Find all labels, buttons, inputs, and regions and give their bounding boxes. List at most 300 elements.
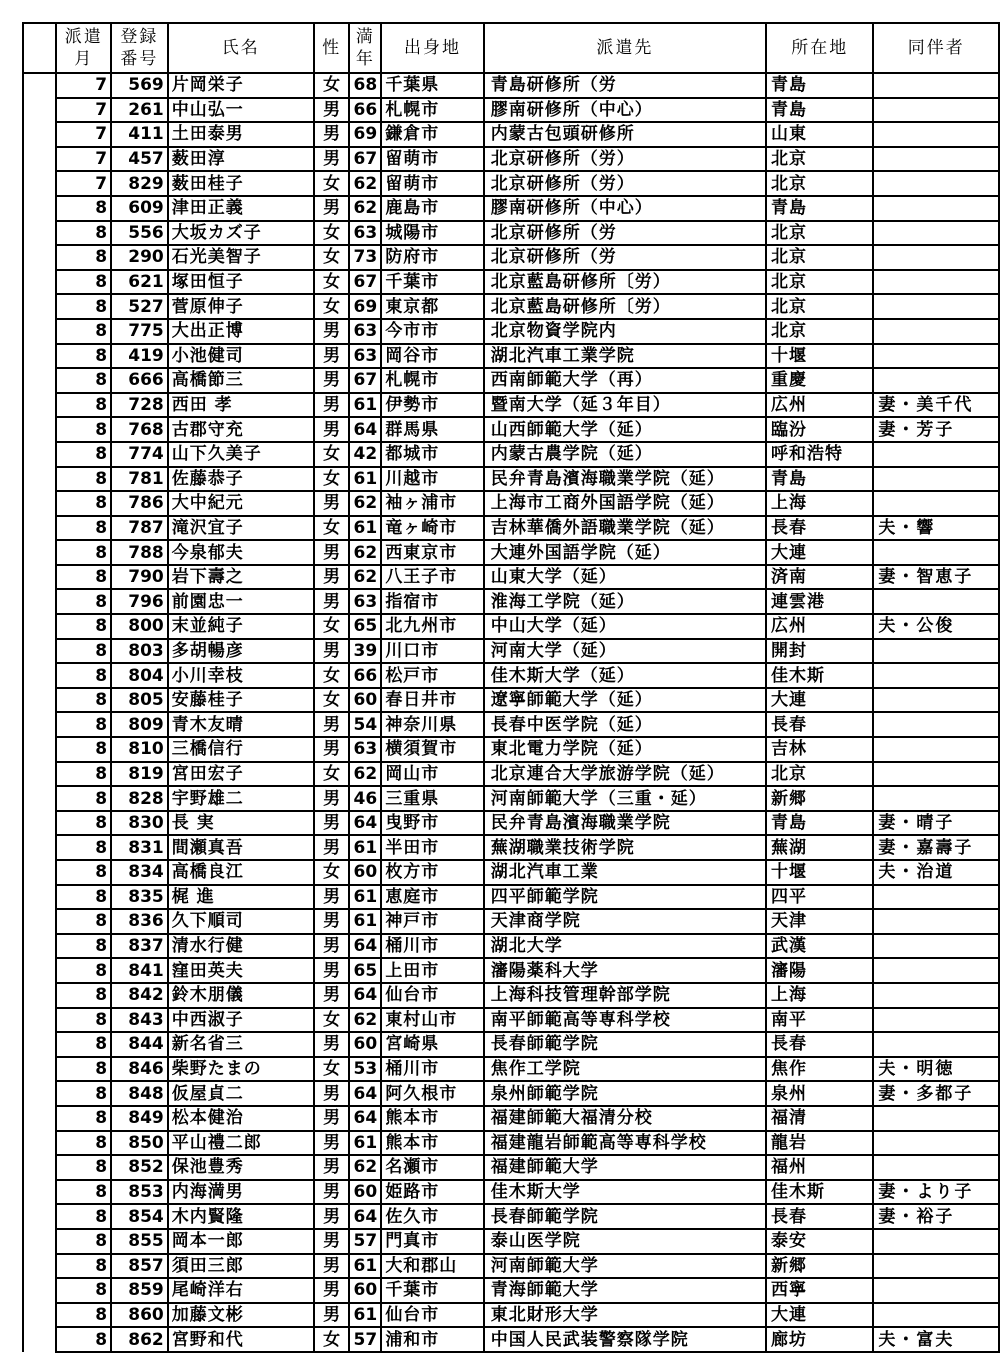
table-row	[23, 122, 999, 147]
registration-number-cell: 803	[111, 639, 168, 664]
name-cell: 小池健司	[168, 344, 314, 369]
sex-cell: 男	[314, 1081, 350, 1106]
companion-cell	[873, 909, 999, 934]
name-cell: 津田正義	[168, 196, 314, 221]
destination-cell: 北京物資学院内	[484, 319, 766, 344]
dispatch-month-cell: 8	[56, 909, 111, 934]
registration-number-cell: 728	[111, 393, 168, 418]
location-cell: 十堰	[766, 344, 873, 369]
table-row	[23, 294, 999, 319]
table-row	[23, 1057, 999, 1082]
origin-cell: 袖ヶ浦市	[381, 491, 483, 516]
location-cell: 北京	[766, 147, 873, 172]
dispatch-month-cell: 8	[56, 270, 111, 295]
destination-cell: 大連外国語学院（延）	[484, 540, 766, 565]
age-cell: 46	[349, 786, 381, 811]
registration-number-cell: 805	[111, 688, 168, 713]
table-row	[23, 417, 999, 442]
table-row	[23, 786, 999, 811]
name-cell: 大中紀元	[168, 491, 314, 516]
name-cell: 保池豊秀	[168, 1155, 314, 1180]
origin-cell: 阿久根市	[381, 1081, 483, 1106]
destination-cell: 暨南大学（延３年目）	[484, 393, 766, 418]
companion-cell: 妻・芳子	[873, 417, 999, 442]
dispatch-month-cell: 8	[56, 860, 111, 885]
companion-cell: 夫・明徳	[873, 1057, 999, 1082]
sex-cell: 男	[314, 1229, 350, 1254]
location-cell: 焦作	[766, 1057, 873, 1082]
location-cell: 北京	[766, 319, 873, 344]
table-row	[23, 589, 999, 614]
dispatch-month-cell: 8	[56, 934, 111, 959]
name-cell: 清水行健	[168, 934, 314, 959]
name-cell: 松本健治	[168, 1106, 314, 1131]
companion-cell: 夫・富夫	[873, 1327, 999, 1352]
origin-cell: 千葉県	[381, 73, 483, 98]
companion-cell	[873, 73, 999, 98]
registration-number-cell: 810	[111, 737, 168, 762]
margin-cell	[23, 786, 56, 811]
destination-cell: 山西師範大学（延）	[484, 417, 766, 442]
age-cell: 61	[349, 909, 381, 934]
origin-cell: 千葉市	[381, 270, 483, 295]
origin-cell: 岡谷市	[381, 344, 483, 369]
dispatch-month-cell: 8	[56, 1008, 111, 1033]
registration-number-cell: 855	[111, 1229, 168, 1254]
destination-cell: 佳木斯大学（延）	[484, 663, 766, 688]
companion-cell	[873, 1155, 999, 1180]
age-cell: 62	[349, 540, 381, 565]
companion-cell	[873, 98, 999, 123]
companion-cell	[873, 221, 999, 246]
dispatch-month-cell: 8	[56, 712, 111, 737]
destination-cell: 佳木斯大学	[484, 1180, 766, 1205]
name-cell: 小川幸枝	[168, 663, 314, 688]
age-cell: 42	[349, 442, 381, 467]
name-cell: 須田三郎	[168, 1254, 314, 1279]
name-cell: 宇野雄二	[168, 786, 314, 811]
origin-cell: 千葉市	[381, 1278, 483, 1303]
age-cell: 64	[349, 1204, 381, 1229]
companion-cell	[873, 737, 999, 762]
table-row	[23, 1303, 999, 1328]
location-cell: 長春	[766, 1032, 873, 1057]
destination-cell: 青海師範大学	[484, 1278, 766, 1303]
table-row	[23, 737, 999, 762]
margin-cell	[23, 589, 56, 614]
margin-cell	[23, 467, 56, 492]
location-cell: 十堰	[766, 860, 873, 885]
location-cell: 南平	[766, 1008, 873, 1033]
dispatch-month-cell: 8	[56, 885, 111, 910]
table-row	[23, 712, 999, 737]
margin-cell	[23, 417, 56, 442]
sex-cell: 男	[314, 122, 350, 147]
dispatch-month-cell: 8	[56, 565, 111, 590]
roster-body	[23, 73, 999, 1352]
table-row	[23, 565, 999, 590]
companion-cell	[873, 1303, 999, 1328]
sex-cell: 男	[314, 393, 350, 418]
companion-cell	[873, 122, 999, 147]
destination-cell: 上海市工商外国語学院（延）	[484, 491, 766, 516]
margin-cell	[23, 1131, 56, 1156]
table-row	[23, 934, 999, 959]
dispatch-month-cell: 8	[56, 393, 111, 418]
margin-cell	[23, 639, 56, 664]
age-cell: 67	[349, 368, 381, 393]
dispatch-month-cell: 7	[56, 73, 111, 98]
registration-number-cell: 852	[111, 1155, 168, 1180]
companion-cell	[873, 712, 999, 737]
registration-number-cell: 830	[111, 811, 168, 836]
name-cell: 菅原伸子	[168, 294, 314, 319]
companion-cell: 妻・多都子	[873, 1081, 999, 1106]
age-cell: 61	[349, 516, 381, 541]
origin-cell: 宮崎県	[381, 1032, 483, 1057]
sex-cell: 女	[314, 270, 350, 295]
origin-cell: 留萌市	[381, 147, 483, 172]
destination-cell: 焦作工学院	[484, 1057, 766, 1082]
location-cell: 北京	[766, 762, 873, 787]
table-row	[23, 1278, 999, 1303]
location-cell: 北京	[766, 294, 873, 319]
destination-cell: 北京藍島研修所〔労）	[484, 270, 766, 295]
location-cell: 福清	[766, 1106, 873, 1131]
origin-cell: 神奈川県	[381, 712, 483, 737]
name-cell: 久下順司	[168, 909, 314, 934]
name-cell: 石光美智子	[168, 245, 314, 270]
table-row	[23, 1327, 999, 1352]
origin-cell: 桶川市	[381, 1057, 483, 1082]
dispatch-month-cell: 8	[56, 1254, 111, 1279]
margin-cell	[23, 171, 56, 196]
sex-cell: 女	[314, 663, 350, 688]
name-cell: 梶 進	[168, 885, 314, 910]
registration-number-cell: 846	[111, 1057, 168, 1082]
name-cell: 岩下壽之	[168, 565, 314, 590]
location-cell: 西寧	[766, 1278, 873, 1303]
origin-cell: 佐久市	[381, 1204, 483, 1229]
origin-cell: 熊本市	[381, 1106, 483, 1131]
sex-cell: 女	[314, 1008, 350, 1033]
destination-cell: 膠南研修所（中心）	[484, 196, 766, 221]
destination-cell: 河南大学（延）	[484, 639, 766, 664]
destination-cell: 北京研修所（労	[484, 245, 766, 270]
name-cell: 薮田淳	[168, 147, 314, 172]
registration-number-cell: 844	[111, 1032, 168, 1057]
location-cell: 済南	[766, 565, 873, 590]
name-cell: 薮田桂子	[168, 171, 314, 196]
dispatch-month-cell: 8	[56, 442, 111, 467]
registration-number-cell: 836	[111, 909, 168, 934]
table-row	[23, 319, 999, 344]
companion-cell: 妻・裕子	[873, 1204, 999, 1229]
margin-cell	[23, 540, 56, 565]
origin-cell: 東京都	[381, 294, 483, 319]
sex-cell: 女	[314, 860, 350, 885]
origin-cell: 名瀬市	[381, 1155, 483, 1180]
origin-cell: 鎌倉市	[381, 122, 483, 147]
location-cell: 重慶	[766, 368, 873, 393]
margin-cell	[23, 835, 56, 860]
origin-cell: 竜ヶ崎市	[381, 516, 483, 541]
companion-cell	[873, 762, 999, 787]
sex-cell: 男	[314, 98, 350, 123]
table-row	[23, 344, 999, 369]
age-cell: 64	[349, 417, 381, 442]
companion-cell	[873, 368, 999, 393]
dispatch-month-cell: 8	[56, 491, 111, 516]
destination-cell: 福建師範大福清分校	[484, 1106, 766, 1131]
destination-cell: 北京研修所（労	[484, 221, 766, 246]
age-cell: 64	[349, 983, 381, 1008]
location-cell: 青島	[766, 811, 873, 836]
location-cell: 蕪湖	[766, 835, 873, 860]
companion-cell	[873, 171, 999, 196]
companion-cell: 夫・公俊	[873, 614, 999, 639]
age-cell: 64	[349, 1081, 381, 1106]
location-cell: 瀋陽	[766, 958, 873, 983]
table-row	[23, 73, 999, 98]
companion-cell	[873, 1106, 999, 1131]
origin-cell: 今市市	[381, 319, 483, 344]
age-cell: 60	[349, 1180, 381, 1205]
location-cell: 長春	[766, 712, 873, 737]
sex-cell: 男	[314, 639, 350, 664]
location-cell: 福州	[766, 1155, 873, 1180]
age-cell: 61	[349, 1131, 381, 1156]
name-cell: 安藤桂子	[168, 688, 314, 713]
age-cell: 63	[349, 589, 381, 614]
companion-cell	[873, 885, 999, 910]
age-cell: 60	[349, 688, 381, 713]
age-cell: 57	[349, 1327, 381, 1352]
margin-cell	[23, 1155, 56, 1180]
age-cell: 64	[349, 1106, 381, 1131]
sex-cell: 男	[314, 835, 350, 860]
header-location: 所在地	[766, 23, 873, 73]
registration-number-cell: 835	[111, 885, 168, 910]
dispatch-month-cell: 8	[56, 368, 111, 393]
origin-cell: 川越市	[381, 467, 483, 492]
age-cell: 60	[349, 1032, 381, 1057]
margin-cell	[23, 122, 56, 147]
location-cell: 山東	[766, 122, 873, 147]
destination-cell: 中山大学（延）	[484, 614, 766, 639]
destination-cell: 河南師範大学	[484, 1254, 766, 1279]
header-age: 満 年	[349, 23, 381, 73]
name-cell: 宮田宏子	[168, 762, 314, 787]
companion-cell: 妻・晴子	[873, 811, 999, 836]
location-cell: 広州	[766, 393, 873, 418]
dispatch-month-cell: 8	[56, 983, 111, 1008]
destination-cell: 民弁青島濱海職業学院	[484, 811, 766, 836]
companion-cell	[873, 491, 999, 516]
name-cell: 大出正博	[168, 319, 314, 344]
header-registration-number: 登録 番号	[111, 23, 168, 73]
sex-cell: 男	[314, 958, 350, 983]
name-cell: 末並純子	[168, 614, 314, 639]
dispatch-month-cell: 8	[56, 639, 111, 664]
origin-cell: 三重県	[381, 786, 483, 811]
header-companion: 同伴者	[873, 23, 999, 73]
location-cell: 武漢	[766, 934, 873, 959]
destination-cell: 長春中医学院（延）	[484, 712, 766, 737]
destination-cell: 東北電力学院（延）	[484, 737, 766, 762]
companion-cell	[873, 540, 999, 565]
registration-number-cell: 843	[111, 1008, 168, 1033]
sex-cell: 男	[314, 196, 350, 221]
registration-number-cell: 834	[111, 860, 168, 885]
dispatch-month-cell: 8	[56, 221, 111, 246]
location-cell: 青島	[766, 196, 873, 221]
registration-number-cell: 842	[111, 983, 168, 1008]
name-cell: 長 実	[168, 811, 314, 836]
sex-cell: 女	[314, 516, 350, 541]
volunteer-roster-table	[22, 22, 1000, 1353]
registration-number-cell: 621	[111, 270, 168, 295]
companion-cell	[873, 442, 999, 467]
sex-cell: 男	[314, 1180, 350, 1205]
destination-cell: 福建龍岩師範高等専科学校	[484, 1131, 766, 1156]
registration-number-cell: 774	[111, 442, 168, 467]
destination-cell: 淮海工学院（延）	[484, 589, 766, 614]
origin-cell: 札幌市	[381, 368, 483, 393]
companion-cell	[873, 1032, 999, 1057]
registration-number-cell: 781	[111, 467, 168, 492]
sex-cell: 男	[314, 1106, 350, 1131]
companion-cell: 妻・智恵子	[873, 565, 999, 590]
origin-cell: 姫路市	[381, 1180, 483, 1205]
location-cell: 広州	[766, 614, 873, 639]
dispatch-month-cell: 8	[56, 540, 111, 565]
margin-cell	[23, 344, 56, 369]
location-cell: 新郷	[766, 786, 873, 811]
origin-cell: 鹿島市	[381, 196, 483, 221]
age-cell: 64	[349, 934, 381, 959]
origin-cell: 上田市	[381, 958, 483, 983]
companion-cell	[873, 1131, 999, 1156]
age-cell: 61	[349, 835, 381, 860]
sex-cell: 男	[314, 491, 350, 516]
destination-cell: 中国人民武装警察隊学院	[484, 1327, 766, 1352]
dispatch-month-cell: 8	[56, 1303, 111, 1328]
sex-cell: 女	[314, 688, 350, 713]
registration-number-cell: 419	[111, 344, 168, 369]
name-cell: 佐藤恭子	[168, 467, 314, 492]
location-cell: 長春	[766, 1204, 873, 1229]
margin-cell	[23, 1327, 56, 1352]
age-cell: 61	[349, 467, 381, 492]
destination-cell: 蕪湖職業技術学院	[484, 835, 766, 860]
registration-number-cell: 290	[111, 245, 168, 270]
table-row	[23, 688, 999, 713]
companion-cell: 妻・美千代	[873, 393, 999, 418]
header-name: 氏名	[168, 23, 314, 73]
location-cell: 四平	[766, 885, 873, 910]
sex-cell: 男	[314, 1204, 350, 1229]
age-cell: 73	[349, 245, 381, 270]
margin-cell	[23, 319, 56, 344]
name-cell: 内海満男	[168, 1180, 314, 1205]
name-cell: 柴野たまの	[168, 1057, 314, 1082]
table-row	[23, 245, 999, 270]
table-row	[23, 762, 999, 787]
table-row	[23, 835, 999, 860]
dispatch-month-cell: 8	[56, 1131, 111, 1156]
margin-cell	[23, 221, 56, 246]
dispatch-month-cell: 8	[56, 811, 111, 836]
sex-cell: 男	[314, 909, 350, 934]
name-cell: 青木友晴	[168, 712, 314, 737]
origin-cell: 都城市	[381, 442, 483, 467]
origin-cell: 八王子市	[381, 565, 483, 590]
name-cell: 加藤文彬	[168, 1303, 314, 1328]
margin-cell	[23, 98, 56, 123]
age-cell: 62	[349, 762, 381, 787]
location-cell: 青島	[766, 98, 873, 123]
dispatch-month-cell: 8	[56, 1057, 111, 1082]
table-row	[23, 614, 999, 639]
age-cell: 54	[349, 712, 381, 737]
age-cell: 61	[349, 1303, 381, 1328]
age-cell: 63	[349, 221, 381, 246]
age-cell: 62	[349, 565, 381, 590]
origin-cell: 指宿市	[381, 589, 483, 614]
age-cell: 62	[349, 1155, 381, 1180]
name-cell: 今泉郁夫	[168, 540, 314, 565]
margin-header-cell	[23, 23, 56, 73]
origin-cell: 留萌市	[381, 171, 483, 196]
table-row	[23, 1155, 999, 1180]
location-cell: 大連	[766, 540, 873, 565]
sex-cell: 女	[314, 614, 350, 639]
name-cell: 塚田恒子	[168, 270, 314, 295]
dispatch-month-cell: 8	[56, 614, 111, 639]
dispatch-month-cell: 8	[56, 516, 111, 541]
destination-cell: 吉林華僑外語職業学院（延）	[484, 516, 766, 541]
companion-cell	[873, 1254, 999, 1279]
table-row	[23, 1180, 999, 1205]
age-cell: 61	[349, 393, 381, 418]
sex-cell: 女	[314, 1327, 350, 1352]
margin-cell	[23, 1180, 56, 1205]
sex-cell: 男	[314, 1278, 350, 1303]
registration-number-cell: 788	[111, 540, 168, 565]
margin-cell	[23, 1303, 56, 1328]
origin-cell: 岡山市	[381, 762, 483, 787]
registration-number-cell: 796	[111, 589, 168, 614]
sex-cell: 男	[314, 1254, 350, 1279]
origin-cell: 春日井市	[381, 688, 483, 713]
companion-cell	[873, 589, 999, 614]
origin-cell: 仙台市	[381, 1303, 483, 1328]
table-row	[23, 1106, 999, 1131]
registration-number-cell: 828	[111, 786, 168, 811]
age-cell: 39	[349, 639, 381, 664]
sex-cell: 男	[314, 983, 350, 1008]
location-cell: 開封	[766, 639, 873, 664]
table-row	[23, 1229, 999, 1254]
origin-cell: 桶川市	[381, 934, 483, 959]
table-row	[23, 221, 999, 246]
table-row	[23, 442, 999, 467]
table-row	[23, 1032, 999, 1057]
dispatch-month-cell: 8	[56, 786, 111, 811]
dispatch-month-cell: 8	[56, 1180, 111, 1205]
dispatch-month-cell: 8	[56, 1327, 111, 1352]
